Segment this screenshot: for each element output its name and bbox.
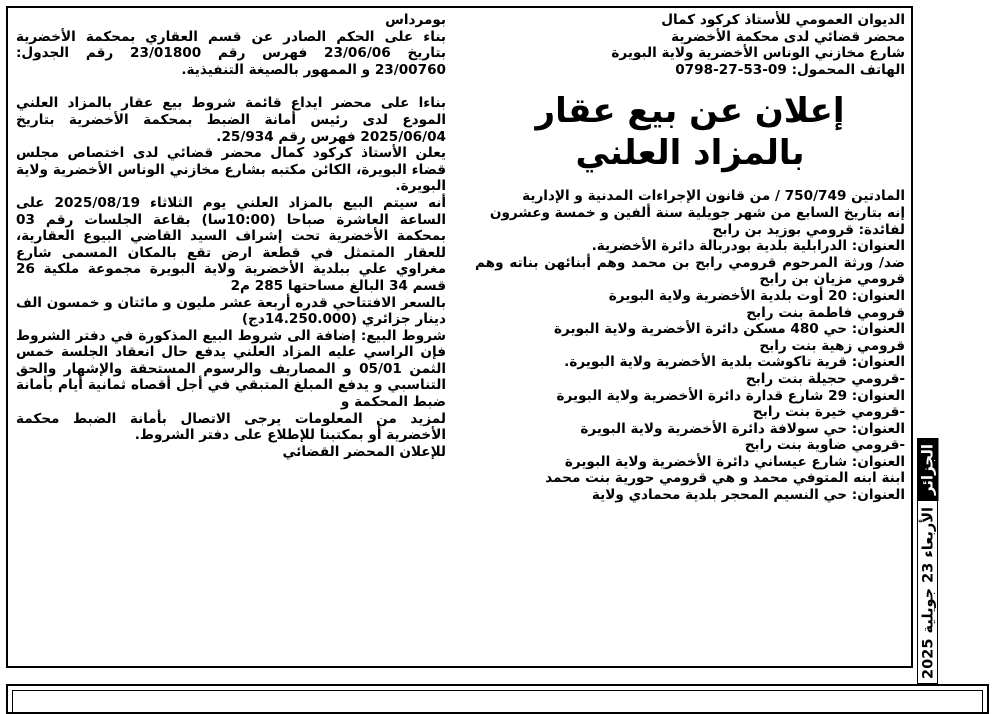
body-line: العنوان: 20 أوت بلدية الأخضرية ولاية البويرة bbox=[608, 287, 905, 304]
body-line: أنه سيتم البيع بالمزاد العلني يوم الثلاثاء 2025/08/19 على الساعة العاشرة صباحا (10:00سا) بقاعة الجلسات رقم 03 بمحكمة الأخضرية تحت إشراف السيد القاضي البيوع العقارية، للعقار المتمثل في قطعة ارض تقع بالمكان المسمى شارع مغراوي علي ببلدية الأخضرية ولاية البويرة مجموعة ملكية 26 قسم 34 البالغ مساحتها 285 م2 bbox=[16, 194, 446, 294]
issue-date: الأربعاء 23 جويلية 2025 bbox=[919, 507, 936, 679]
body-line: -قرومي ضاوية بنت رابح bbox=[744, 437, 905, 454]
body-line: ابنة ابنه المتوفي محمد و هي قرومي حورية بنت محمد bbox=[545, 470, 905, 487]
body-line: قرومي فاطمة بنت رابح bbox=[746, 304, 905, 321]
body-line: العنوان: قرية تاكوشت بلدية الأخضرية ولاية البويرة. bbox=[564, 354, 905, 371]
notice-right-column bbox=[475, 12, 905, 504]
body-line: قرومي زهية بنت رابح bbox=[759, 337, 905, 354]
body-line: يعلن الأستاذ كركود كمال محضر قضائي لدى اختصاص مجلس قضاء البويرة، الكائن مكتبه بشارع مخازني الوناس الأخضرية ولاية البويرة. bbox=[16, 145, 446, 195]
body-line: العنوان: 29 شارع قدارة دائرة الأخضرية ولاية البويرة bbox=[556, 387, 905, 404]
next-notice-frame bbox=[6, 684, 989, 714]
body-line: بومرداس bbox=[385, 12, 446, 28]
body-line: ضد/ ورثة المرحوم قرومي رابح بن محمد وهم أبنائهن بناته وهم قرومي مزيان بن رابح bbox=[475, 254, 905, 288]
legal-notice bbox=[6, 6, 913, 668]
newspaper-sidebar bbox=[917, 438, 938, 684]
body-line: بالسعر الافتتاحي قدره أربعة عشر مليون و مائتان و خمسون الف دينار جزائري (14.250.000دج) bbox=[16, 294, 446, 328]
signature-line: للإعلان المحضر القضائي bbox=[282, 443, 446, 460]
body-line: العنوان: حي سولافة دائرة الأخضرية ولاية البويرة bbox=[580, 420, 905, 437]
body-line: -قرومي خيرة بنت رابح bbox=[752, 404, 905, 421]
notice-title: إعلان عن بيع عقار بالمزاد العلني bbox=[535, 91, 845, 174]
next-notice-inner-border bbox=[12, 690, 983, 712]
body-line: العنوان: الدرابلية بلدية بودربالة دائرة الأخضرية. bbox=[591, 238, 905, 255]
body-line: المادتين 750/749 / من قانون الإجراءات المدنية و الإدارية bbox=[522, 188, 905, 205]
header-line: محضر قضائي لدى محكمة الأخضرية bbox=[671, 28, 905, 45]
body-line: شروط البيع: إضافة الى شروط البيع المذكورة في دفتر الشروط فإن الراسي عليه المزاد العلني يدفع حال انعقاد الجلسة خمس الثمن 05/01 و المصاريف والرسوم المستحقة والإشهار والحق التناسبي و يدفع المبلغ المتبقي في أجل أقصاه ثمانية أيام بأمانة ضبط المحكمة و bbox=[16, 327, 446, 411]
header-line: شارع مخازني الوناس الأخضرية ولاية البويرة bbox=[611, 45, 905, 62]
paragraph-gap bbox=[16, 78, 446, 95]
body-line: لمزيد من المعلومات يرجى الاتصال بأمانة الضبط محكمة الأخضرية أو بمكتبنا للإطلاع على دفتر الشروط. bbox=[16, 410, 446, 444]
notice-parties bbox=[475, 188, 905, 503]
body-line: إنه بتاريخ السابع من شهر جويلية سنة ألفين و خمسة وعشرون bbox=[489, 204, 905, 221]
body-line: العنوان: حي 480 مسكن دائرة الأخضرية ولاية البويرة bbox=[553, 321, 905, 338]
header-line: الهاتف المحمول: 09-53-27-0798 bbox=[675, 61, 905, 78]
newspaper-name: الجزائر bbox=[917, 438, 938, 501]
body-line: بناء على الحكم الصادر عن قسم العقاري بمحكمة الأخضرية بتاريخ 23/06/06 فهرس رقم 23/01800 رقم الجدول: 23/00760 و الممهور بالصيغة التنفيذية. bbox=[16, 28, 446, 78]
body-line: بناءا على محضر ايداع قائمة شروط بيع عقار بالمزاد العلني المودع لدى رئيس أمانة الضبط بمحكمة الأخضرية بتاريخ 2025/06/04 فهرس رقم 25/934. bbox=[16, 95, 446, 145]
body-line: -قرومي حجيلة بنت رابح bbox=[745, 370, 905, 387]
notice-header bbox=[475, 12, 905, 78]
header-line: الديوان العمومي للأستاذ كركود كمال bbox=[661, 12, 905, 28]
notice-left-column bbox=[16, 12, 446, 460]
body-line: العنوان: حي النسيم المحجر بلدية محمادي ولاية bbox=[591, 487, 905, 504]
body-line: العنوان: شارع عيساني دائرة الأخضرية ولاية البويرة bbox=[564, 453, 905, 470]
body-line: لفائدة: قرومي بوزيد بن رابح bbox=[712, 221, 905, 238]
